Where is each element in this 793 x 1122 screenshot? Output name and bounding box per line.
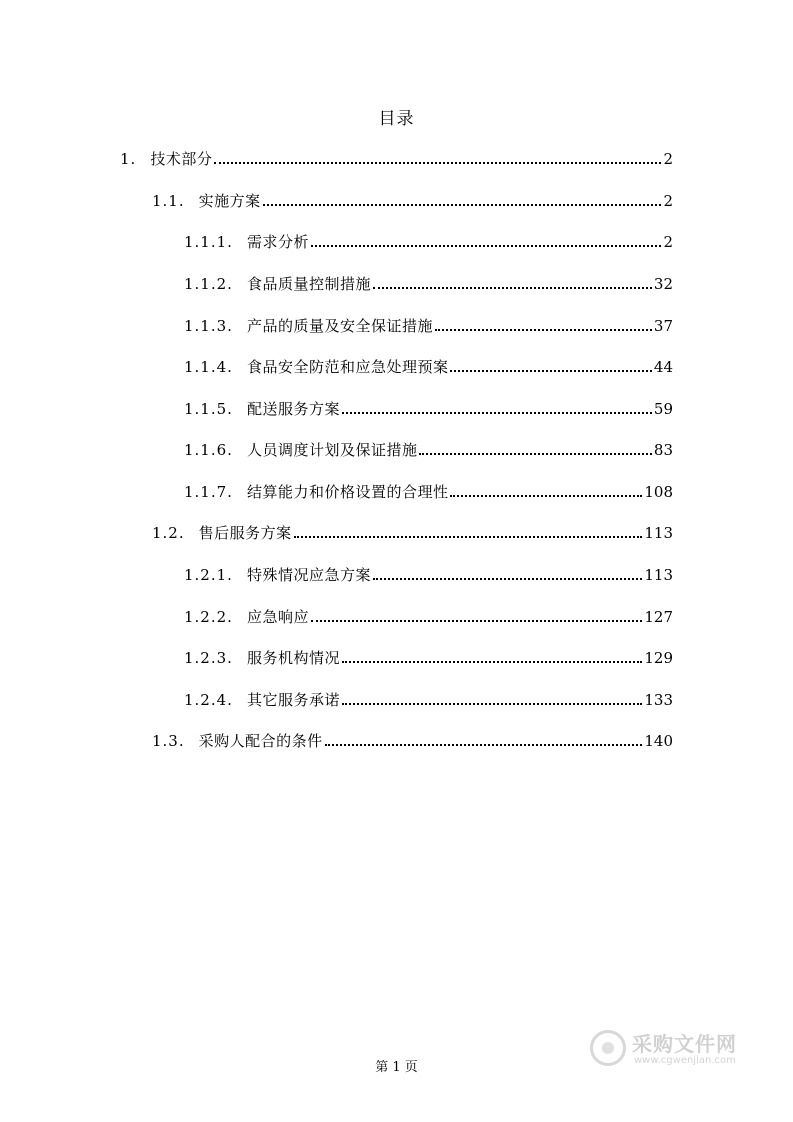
toc-entry-number: 1.1.7. xyxy=(184,483,233,501)
toc-entry[interactable] xyxy=(152,522,673,544)
toc-entry-label: 配送服务方案 xyxy=(246,400,340,418)
toc-entry[interactable] xyxy=(184,647,673,669)
toc-leader-dots xyxy=(419,453,651,455)
toc-entry[interactable] xyxy=(184,273,673,295)
toc-entry[interactable] xyxy=(184,398,673,420)
toc-entry-label: 结算能力和价格设置的合理性 xyxy=(246,483,449,501)
toc-entry-label: 售后服务方案 xyxy=(198,524,292,542)
toc-entry-number: 1.1.4. xyxy=(184,358,233,376)
toc-entry[interactable] xyxy=(184,439,673,461)
toc-entry-label: 技术部分 xyxy=(150,150,213,168)
toc-entry-label: 产品的质量及安全保证措施 xyxy=(246,317,433,335)
toc-entry-label: 其它服务承诺 xyxy=(246,691,340,709)
toc-leader-dots xyxy=(294,536,643,538)
toc-title: 目录 xyxy=(378,109,415,129)
toc-entry-number: 1.1.1. xyxy=(184,233,233,251)
toc-entry[interactable] xyxy=(152,730,673,752)
toc-entry[interactable] xyxy=(152,190,673,212)
toc-entry-number: 1.2.3. xyxy=(184,649,233,667)
toc-entry-page: 59 xyxy=(653,400,673,418)
toc-entry-page: 140 xyxy=(644,732,673,750)
toc-entry-page: 2 xyxy=(663,192,673,210)
toc-leader-dots xyxy=(342,703,642,705)
toc-entry-page: 44 xyxy=(653,358,673,376)
toc-entry-page: 32 xyxy=(653,275,673,293)
toc-entry[interactable] xyxy=(184,231,673,253)
toc-leader-dots xyxy=(373,578,642,580)
toc-entry-label: 人员调度计划及保证措施 xyxy=(246,441,418,459)
toc-entry-label: 需求分析 xyxy=(246,233,309,251)
toc-entry-number: 1.1.5. xyxy=(184,400,233,418)
toc-entry-page: 83 xyxy=(653,441,673,459)
toc-entry-page: 113 xyxy=(644,566,673,584)
toc-entry-page: 113 xyxy=(644,524,673,542)
toc-entry-page: 129 xyxy=(644,649,673,667)
toc-entry[interactable] xyxy=(184,606,673,628)
toc-entry[interactable] xyxy=(184,564,673,586)
toc-entry-number: 1.1.2. xyxy=(184,275,233,293)
toc-entry-page: 2 xyxy=(663,150,673,168)
toc-entry-label: 特殊情况应急方案 xyxy=(246,566,371,584)
toc-entry-label: 食品质量控制措施 xyxy=(246,275,371,293)
toc-entry-number: 1.1.6. xyxy=(184,441,233,459)
toc-leader-dots xyxy=(342,661,642,663)
toc-entry[interactable] xyxy=(184,315,673,337)
toc-entry[interactable] xyxy=(184,481,673,503)
toc-entry[interactable] xyxy=(184,356,673,378)
toc-entry[interactable] xyxy=(120,148,673,170)
toc-entry-page: 2 xyxy=(663,233,673,251)
toc-entry-label: 应急响应 xyxy=(246,608,309,626)
toc-entry-number: 1.1. xyxy=(152,192,185,210)
toc-entry-number: 1.2. xyxy=(152,524,185,542)
toc-entry[interactable] xyxy=(184,689,673,711)
toc-entry-page: 37 xyxy=(653,317,673,335)
toc-entry-number: 1.3. xyxy=(152,732,185,750)
page-number: 第 1 页 xyxy=(375,1060,418,1075)
toc-leader-dots xyxy=(325,744,643,746)
toc-leader-dots xyxy=(450,495,642,497)
toc-entry-label: 实施方案 xyxy=(198,192,261,210)
toc-entry-number: 1.2.2. xyxy=(184,608,233,626)
toc-entry-label: 服务机构情况 xyxy=(246,649,340,667)
toc-entry-label: 食品安全防范和应急处理预案 xyxy=(246,358,449,376)
toc-entry-page: 133 xyxy=(644,691,673,709)
toc-leader-dots xyxy=(311,245,662,247)
toc-leader-dots xyxy=(373,287,652,289)
watermark-url: www.cgwenjian.com xyxy=(634,1055,736,1066)
toc-entry-label: 采购人配合的条件 xyxy=(198,732,323,750)
toc-entry-number: 1.2.1. xyxy=(184,566,233,584)
toc-leader-dots xyxy=(311,620,642,622)
toc-entry-page: 108 xyxy=(644,483,673,501)
toc-entry-number: 1. xyxy=(120,150,137,168)
toc-entry-number: 1.1.3. xyxy=(184,317,233,335)
toc-leader-dots xyxy=(450,370,651,372)
toc-leader-dots xyxy=(435,329,652,331)
toc-leader-dots xyxy=(214,162,661,164)
toc-leader-dots xyxy=(263,204,662,206)
toc-entry-page: 127 xyxy=(644,608,673,626)
watermark-name: 采购文件网 xyxy=(632,1032,737,1056)
toc-entry-number: 1.2.4. xyxy=(184,691,233,709)
toc-leader-dots xyxy=(342,412,652,414)
